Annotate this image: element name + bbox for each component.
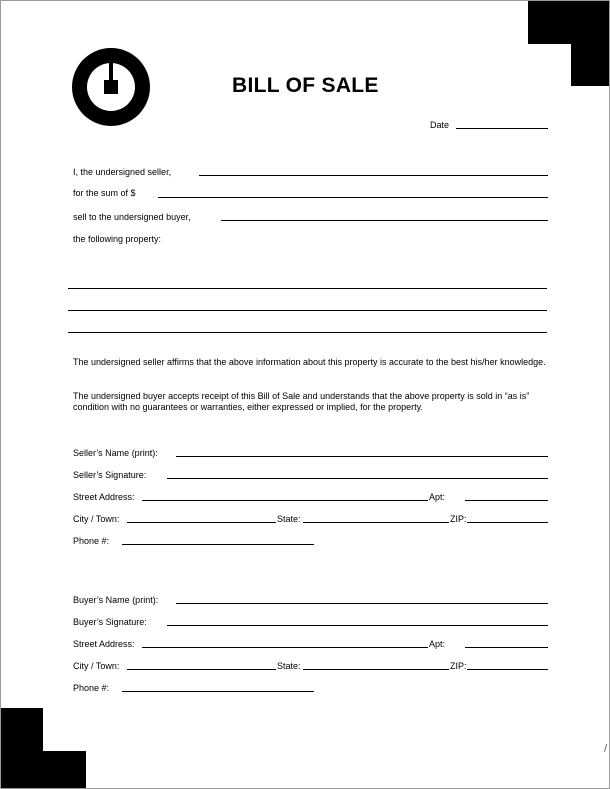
sum-field[interactable] xyxy=(158,197,548,198)
seller-apt-field[interactable] xyxy=(465,500,548,501)
buyer-street-label: Street Address: xyxy=(73,639,135,649)
sum-label: for the sum of $ xyxy=(73,188,136,198)
date-label: Date xyxy=(430,120,450,130)
seller-city-label: City / Town: xyxy=(73,514,120,524)
buyer-state-field[interactable] xyxy=(303,669,449,670)
seller-affirmation-text: The undersigned seller affirms that the above information about this property is accurate to the best his/her knowledge. xyxy=(73,357,546,367)
buyer-phone-field[interactable] xyxy=(122,691,314,692)
logo-icon xyxy=(72,48,150,126)
buyer-zip-label: ZIP: xyxy=(450,661,467,671)
seller-zip-label: ZIP: xyxy=(450,514,467,524)
seller-phone-field[interactable] xyxy=(122,544,314,545)
seller-name-label: Seller’s Name (print): xyxy=(73,448,158,458)
seller-street-label: Street Address: xyxy=(73,492,135,502)
buyer-apt-field[interactable] xyxy=(465,647,548,648)
buyer-signature-label: Buyer’s Signature: xyxy=(73,617,147,627)
seller-signature-label: Seller’s Signature: xyxy=(73,470,147,480)
buyer-signature-field[interactable] xyxy=(167,625,548,626)
seller-statement-field[interactable] xyxy=(199,175,548,176)
seller-statement-label: I, the undersigned seller, xyxy=(73,167,172,177)
corner-decoration-top-right-tab xyxy=(571,1,610,86)
property-line-1[interactable] xyxy=(68,288,547,289)
buyer-zip-field[interactable] xyxy=(467,669,548,670)
seller-phone-label: Phone #: xyxy=(73,536,110,546)
buyer-name-label: Buyer’s Name (print): xyxy=(73,595,159,605)
buyer-city-field[interactable] xyxy=(127,669,276,670)
buyer-apt-label: Apt: xyxy=(429,639,446,649)
seller-city-field[interactable] xyxy=(127,522,276,523)
corner-decoration-bottom-left-tab xyxy=(1,751,86,789)
property-label: the following property: xyxy=(73,234,162,244)
buyer-state-label: State: xyxy=(277,661,301,671)
buyer-city-label: City / Town: xyxy=(73,661,120,671)
buyer-acceptance-text: The undersigned buyer accepts receipt of this Bill of Sale and understands that the above property is sold in “as is” condition with no guarantees or warranties, either expressed or implied, for the property. xyxy=(73,391,530,412)
property-line-3[interactable] xyxy=(68,332,547,333)
buyer-statement-label: sell to the undersigned buyer, xyxy=(73,212,191,222)
document-title: BILL OF SALE xyxy=(232,74,379,97)
buyer-phone-label: Phone #: xyxy=(73,683,110,693)
seller-state-field[interactable] xyxy=(303,522,449,523)
seller-signature-field[interactable] xyxy=(167,478,548,479)
buyer-name-field[interactable] xyxy=(176,603,548,604)
seller-name-field[interactable] xyxy=(176,456,548,457)
seller-apt-label: Apt: xyxy=(429,492,446,502)
seller-state-label: State: xyxy=(277,514,301,524)
buyer-statement-field[interactable] xyxy=(221,220,548,221)
seller-zip-field[interactable] xyxy=(467,522,548,523)
date-field[interactable] xyxy=(456,128,548,129)
buyer-street-field[interactable] xyxy=(142,647,428,648)
seller-street-field[interactable] xyxy=(142,500,428,501)
property-line-2[interactable] xyxy=(68,310,547,311)
edge-mark: / xyxy=(604,743,608,755)
